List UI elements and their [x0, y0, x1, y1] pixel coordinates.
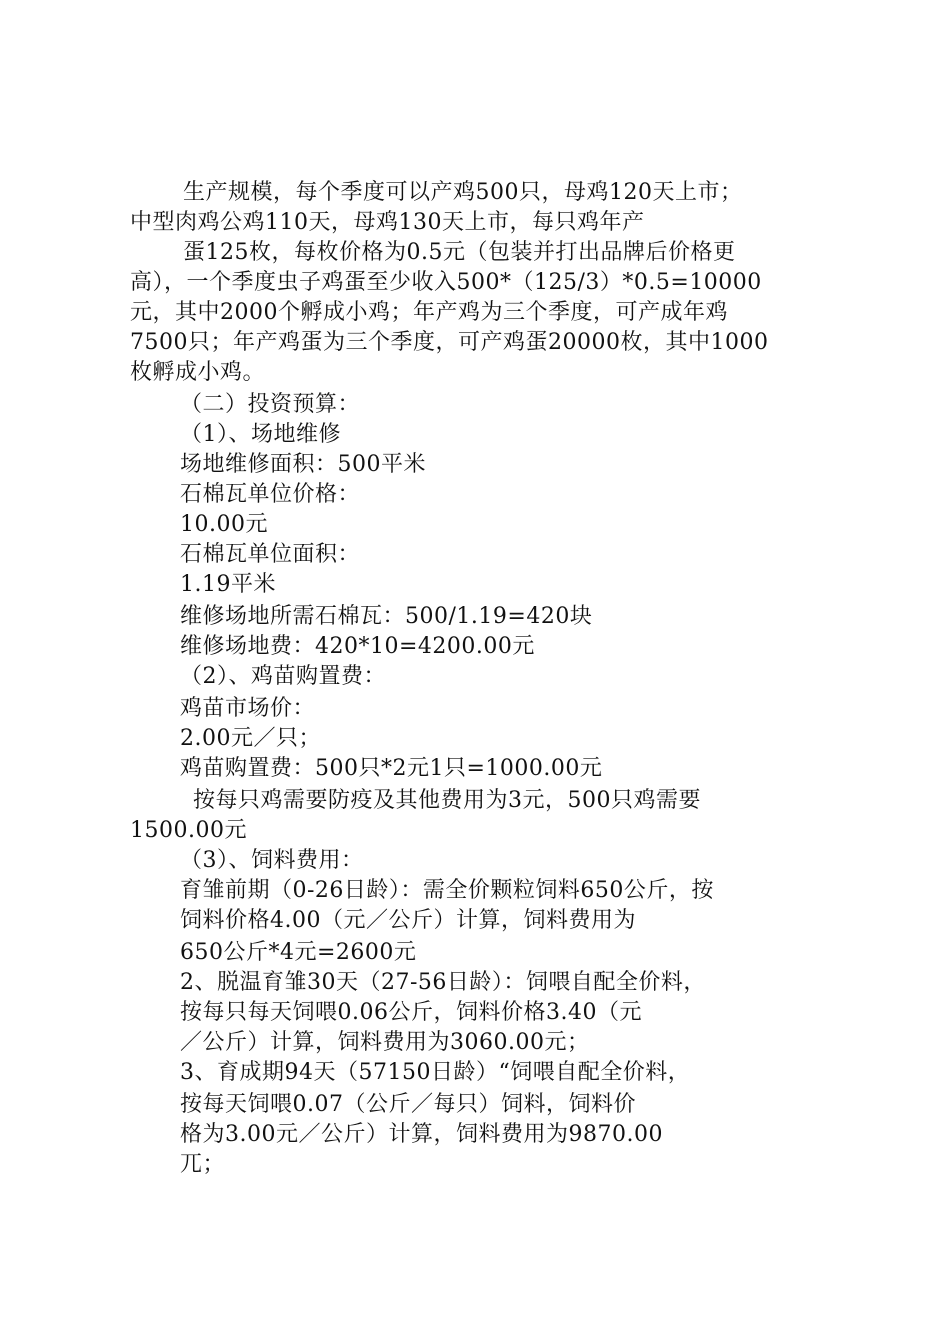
text-line: 石棉瓦单位面积： [180, 542, 361, 567]
subsection-heading: （2）、鸡苗购置费： [180, 664, 386, 689]
text-line: 鸡苗市场价： [180, 696, 316, 721]
text-line: 2.00元／只； [180, 726, 321, 751]
text-line: 育雏前期（0-26日龄）：需全价颗粒饲料650公斤，按 [180, 878, 714, 903]
text-line: 按每只鸡需要防疫及其他费用为3元，500只鸡需要 [193, 788, 701, 813]
text-line: 石棉瓦单位价格： [180, 482, 361, 507]
text-line: 蛋125枚，每枚价格为0.5元（包装并打出品牌后价格更 [183, 240, 736, 265]
text-line: 中型肉鸡公鸡110天，母鸡130天上市，每只鸡年产 [130, 210, 645, 235]
subsection-heading: （1）、场地维修 [180, 422, 341, 447]
section-heading: （二）投资预算： [180, 392, 361, 417]
text-line: 维修场地费：420*10=4200.00元 [180, 634, 535, 659]
text-line: 元，其中2000个孵成小鸡；年产鸡为三个季度，可产成年鸡 [130, 300, 728, 325]
text-line: 按每只每天饲喂0.06公斤，饲料价格3.40（元 [180, 1000, 642, 1025]
text-line: 按每天饲喂0.07（公斤／每只）饲料，饲料价 [180, 1092, 636, 1117]
text-line: 1500.00元 [130, 818, 247, 843]
text-line: 650公斤*4元=2600元 [180, 940, 417, 965]
text-line: 2、脱温育雏30天（27-56日龄）：饲喂自配全价料， [180, 970, 706, 995]
subsection-heading: （3）、饲料费用： [180, 848, 364, 873]
text-line: ／公斤）计算，饲料费用为3060.00元； [180, 1030, 590, 1055]
text-line: 1.19平米 [180, 572, 276, 597]
text-line: 3、育成期94天（57150日龄）“饲喂自配全价料， [180, 1060, 691, 1085]
text-line: 鸡苗购置费：500只*2元1只=1000.00元 [180, 756, 603, 781]
text-line: 饲料价格4.00（元／公斤）计算，饲料费用为 [180, 908, 636, 933]
text-line: 枚孵成小鸡。 [130, 360, 266, 385]
text-line: 兀； [180, 1152, 226, 1177]
text-line: 场地维修面积：500平米 [180, 452, 426, 477]
text-line: 7500只；年产鸡蛋为三个季度，可产鸡蛋20000枚，其中1000 [130, 330, 769, 355]
text-line: 高），一个季度虫子鸡蛋至少收入500*（125/3）*0.5=10000 [130, 270, 762, 295]
text-line: 格为3.00元／公斤）计算，饲料费用为9870.00 [180, 1122, 663, 1147]
text-line: 10.00元 [180, 512, 268, 537]
text-line: 维修场地所需石棉瓦：500/1.19=420块 [180, 604, 593, 629]
text-line: 生产规模，每个季度可以产鸡500只，母鸡120天上市； [183, 180, 743, 205]
